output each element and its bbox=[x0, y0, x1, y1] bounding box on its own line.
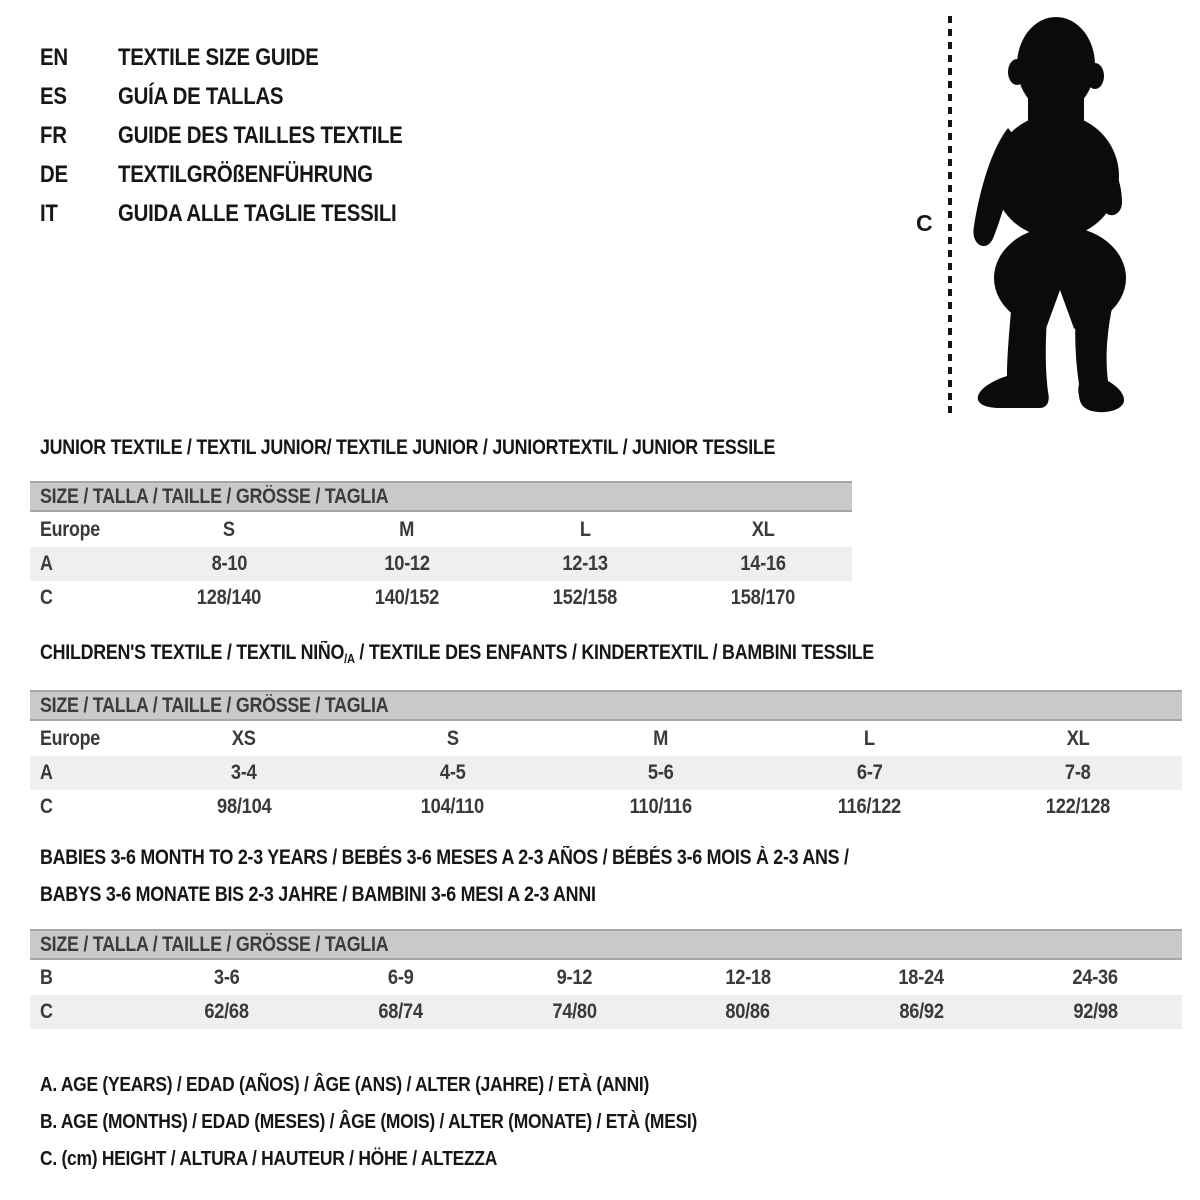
size-cell bbox=[348, 756, 556, 790]
table-title-text bbox=[40, 436, 775, 460]
size-cell bbox=[496, 581, 674, 615]
size-cell bbox=[1008, 960, 1182, 995]
size-cell-text: 80/86 bbox=[725, 1000, 771, 1023]
title-segment: BABYS 3-6 MONATE BIS 2-3 JAHRE / BAMBINI 3-6 MESI A 2-3 ANNI bbox=[40, 883, 596, 906]
size-cell-text: L bbox=[863, 727, 875, 750]
row-label-cell bbox=[30, 721, 140, 756]
size-cell-text: 9-12 bbox=[556, 966, 592, 989]
size-cell-text: 110/116 bbox=[629, 795, 693, 818]
size-cell bbox=[674, 581, 852, 615]
size-cell-text: S bbox=[223, 518, 235, 541]
size-cell bbox=[140, 995, 314, 1029]
table-row-a bbox=[30, 756, 1182, 790]
size-cell-text: 92/98 bbox=[1072, 1000, 1118, 1023]
size-cell bbox=[487, 995, 661, 1029]
height-measure-label: C bbox=[916, 210, 933, 236]
size-cell bbox=[835, 995, 1009, 1029]
size-cell bbox=[318, 512, 496, 547]
legend-line bbox=[40, 1066, 813, 1103]
language-code-text: EN bbox=[40, 44, 68, 71]
language-list bbox=[40, 38, 453, 233]
legend-line bbox=[40, 1140, 813, 1177]
language-row-es bbox=[40, 77, 453, 116]
title-subscript: /A bbox=[344, 651, 355, 666]
size-cell-text: L bbox=[579, 518, 591, 541]
table-title-text bbox=[40, 641, 874, 671]
language-row-en bbox=[40, 38, 453, 77]
row-label: C bbox=[40, 795, 53, 818]
size-cell bbox=[487, 960, 661, 995]
size-cell bbox=[765, 756, 973, 790]
table-row-c bbox=[30, 995, 1182, 1029]
size-cell-text: 152/158 bbox=[552, 586, 618, 609]
row-label: C bbox=[40, 586, 53, 609]
size-cell-text: XS bbox=[232, 727, 257, 750]
size-cell-text: 98/104 bbox=[217, 795, 272, 818]
language-code-text: FR bbox=[40, 122, 67, 149]
size-cell-text: XL bbox=[1066, 727, 1090, 750]
size-cell-text: 158/170 bbox=[730, 586, 796, 609]
size-header-text: SIZE / TALLA / TAILLE / GRÖSSE / TAGLIA bbox=[40, 485, 389, 508]
size-cell-text: 140/152 bbox=[374, 586, 440, 609]
row-label-cell bbox=[30, 547, 140, 581]
childrens-textile-table bbox=[30, 641, 1182, 824]
size-cell bbox=[318, 547, 496, 581]
size-cell bbox=[835, 960, 1009, 995]
babies-textile-table bbox=[30, 843, 1182, 1029]
row-label-cell bbox=[30, 995, 140, 1029]
height-measure-line bbox=[948, 16, 952, 416]
title-segment: JUNIOR TEXTILE / TEXTIL JUNIOR/ TEXTILE JUNIOR / JUNIORTEXTIL / JUNIOR TESSILE bbox=[40, 436, 776, 459]
row-label: Europe bbox=[40, 727, 100, 750]
table-row-europe bbox=[30, 512, 852, 547]
size-cell-text: 10-12 bbox=[384, 552, 430, 575]
row-label-cell bbox=[30, 512, 140, 547]
size-header-text: SIZE / TALLA / TAILLE / GRÖSSE / TAGLIA bbox=[40, 933, 389, 956]
row-label-cell bbox=[30, 756, 140, 790]
size-table-grid bbox=[30, 929, 1182, 1029]
size-cell bbox=[661, 995, 835, 1029]
title-segment: CHILDREN'S TEXTILE / TEXTIL NIÑO bbox=[40, 641, 345, 664]
size-cell bbox=[557, 756, 765, 790]
size-cell-text: 18-24 bbox=[898, 966, 945, 989]
size-header-text: SIZE / TALLA / TAILLE / GRÖSSE / TAGLIA bbox=[40, 694, 389, 717]
legend-text: A. AGE (YEARS) / EDAD (AÑOS) / ÂGE (ANS) / ALTER (JAHRE) / ETÀ (ANNI) bbox=[40, 1073, 650, 1096]
measure-legend bbox=[40, 1066, 813, 1177]
table-row-a bbox=[30, 547, 852, 581]
guide-title-text: GUIDA ALLE TAGLIE TESSILI bbox=[118, 200, 397, 227]
junior-textile-table bbox=[30, 436, 852, 615]
size-cell bbox=[674, 512, 852, 547]
size-cell bbox=[974, 721, 1182, 756]
language-row-fr bbox=[40, 116, 453, 155]
language-row-de bbox=[40, 155, 453, 194]
table-title-line bbox=[40, 641, 1182, 665]
language-code-text: IT bbox=[40, 200, 58, 227]
language-code bbox=[40, 38, 118, 77]
table-title-text bbox=[40, 843, 849, 873]
table-row-c bbox=[30, 581, 852, 615]
size-cell bbox=[496, 512, 674, 547]
size-cell-text: 4-5 bbox=[439, 761, 466, 784]
size-cell-text: 74/80 bbox=[551, 1000, 597, 1023]
size-cell bbox=[140, 581, 318, 615]
size-cell bbox=[348, 790, 556, 824]
size-cell-text: XL bbox=[751, 518, 775, 541]
size-cell bbox=[314, 995, 488, 1029]
junior-textile-title bbox=[30, 436, 852, 460]
row-label-cell bbox=[30, 790, 140, 824]
row-label: C bbox=[40, 1000, 53, 1023]
size-cell-text: 122/128 bbox=[1045, 795, 1110, 818]
legend-text: B. AGE (MONTHS) / EDAD (MESES) / ÂGE (MOIS) / ALTER (MONATE) / ETÀ (MESI) bbox=[40, 1110, 698, 1133]
size-cell bbox=[974, 756, 1182, 790]
size-cell bbox=[557, 721, 765, 756]
table-row-europe bbox=[30, 721, 1182, 756]
title-segment: BABIES 3-6 MONTH TO 2-3 YEARS / BEBÉS 3-6 MESES A 2-3 AÑOS / BÉBÉS 3-6 MOIS À 2-3 ANS / bbox=[40, 846, 849, 869]
size-cell-text: 104/110 bbox=[421, 795, 485, 818]
language-code-text: DE bbox=[40, 161, 68, 188]
size-cell bbox=[314, 960, 488, 995]
row-label: B bbox=[40, 966, 53, 989]
guide-title-text: TEXTILE SIZE GUIDE bbox=[118, 44, 319, 71]
size-cell-text: M bbox=[653, 727, 669, 750]
size-cell bbox=[765, 721, 973, 756]
size-cell bbox=[661, 960, 835, 995]
legend-line bbox=[40, 1103, 813, 1140]
size-cell-text: 5-6 bbox=[648, 761, 674, 784]
language-row-it bbox=[40, 194, 453, 233]
size-header-bar bbox=[30, 690, 1182, 721]
table-title-line bbox=[40, 880, 1182, 917]
size-cell-text: S bbox=[446, 727, 459, 750]
legend-text: C. (cm) HEIGHT / ALTURA / HAUTEUR / HÖHE / ALTEZZA bbox=[40, 1147, 498, 1170]
size-header-bar bbox=[30, 481, 852, 512]
size-cell bbox=[140, 721, 348, 756]
guide-title-text: GUIDE DES TAILLES TEXTILE bbox=[118, 122, 403, 149]
size-cell bbox=[140, 512, 318, 547]
language-code-text: ES bbox=[40, 83, 67, 110]
table-row-b bbox=[30, 960, 1182, 995]
size-cell bbox=[348, 721, 556, 756]
size-cell bbox=[496, 547, 674, 581]
size-cell-text: 7-8 bbox=[1065, 761, 1091, 784]
babies-textile-title bbox=[30, 843, 1182, 917]
size-table-grid bbox=[30, 481, 852, 615]
size-cell-text: 68/74 bbox=[378, 1000, 423, 1023]
row-label-cell bbox=[30, 960, 140, 995]
size-cell-text: 8-10 bbox=[211, 552, 247, 575]
size-cell bbox=[974, 790, 1182, 824]
childrens-textile-title bbox=[30, 641, 1182, 665]
language-code bbox=[40, 194, 118, 233]
size-table-grid bbox=[30, 690, 1182, 824]
size-cell-text: 3-6 bbox=[214, 966, 240, 989]
size-cell bbox=[140, 790, 348, 824]
size-cell bbox=[140, 960, 314, 995]
size-cell bbox=[765, 790, 973, 824]
size-cell-text: 14-16 bbox=[740, 552, 786, 575]
size-cell-text: 62/68 bbox=[204, 1000, 250, 1023]
language-code bbox=[40, 155, 118, 194]
size-cell-text: 6-9 bbox=[387, 966, 414, 989]
size-cell-text: M bbox=[399, 518, 415, 541]
size-cell-text: 6-7 bbox=[856, 761, 883, 784]
size-cell-text: 128/140 bbox=[196, 586, 262, 609]
title-segment: / TEXTILE DES ENFANTS / KINDERTEXTIL / BAMBINI TESSILE bbox=[354, 641, 874, 664]
row-label: A bbox=[40, 552, 53, 575]
size-cell-text: 86/92 bbox=[899, 1000, 944, 1023]
table-row-c bbox=[30, 790, 1182, 824]
size-cell bbox=[674, 547, 852, 581]
table-title-text bbox=[40, 880, 596, 910]
size-cell bbox=[140, 756, 348, 790]
language-code bbox=[40, 77, 118, 116]
size-header-bar bbox=[30, 929, 1182, 960]
size-cell bbox=[318, 581, 496, 615]
row-label: Europe bbox=[40, 518, 100, 541]
row-label-cell bbox=[30, 581, 140, 615]
size-cell-text: 12-18 bbox=[725, 966, 771, 989]
size-cell-text: 24-36 bbox=[1072, 966, 1118, 989]
row-label: A bbox=[40, 761, 53, 784]
language-code bbox=[40, 116, 118, 155]
toddler-silhouette-icon bbox=[956, 8, 1146, 414]
size-cell-text: 116/122 bbox=[837, 795, 902, 818]
table-title-line bbox=[40, 436, 852, 460]
size-cell bbox=[140, 547, 318, 581]
size-cell bbox=[557, 790, 765, 824]
guide-title-text: GUÍA DE TALLAS bbox=[118, 83, 284, 110]
size-cell bbox=[1008, 995, 1182, 1029]
size-cell-text: 3-4 bbox=[231, 761, 258, 784]
size-cell-text: 12-13 bbox=[562, 552, 608, 575]
table-title-line bbox=[40, 843, 1182, 880]
guide-title-text: TEXTILGRÖßENFÜHRUNG bbox=[118, 161, 373, 188]
